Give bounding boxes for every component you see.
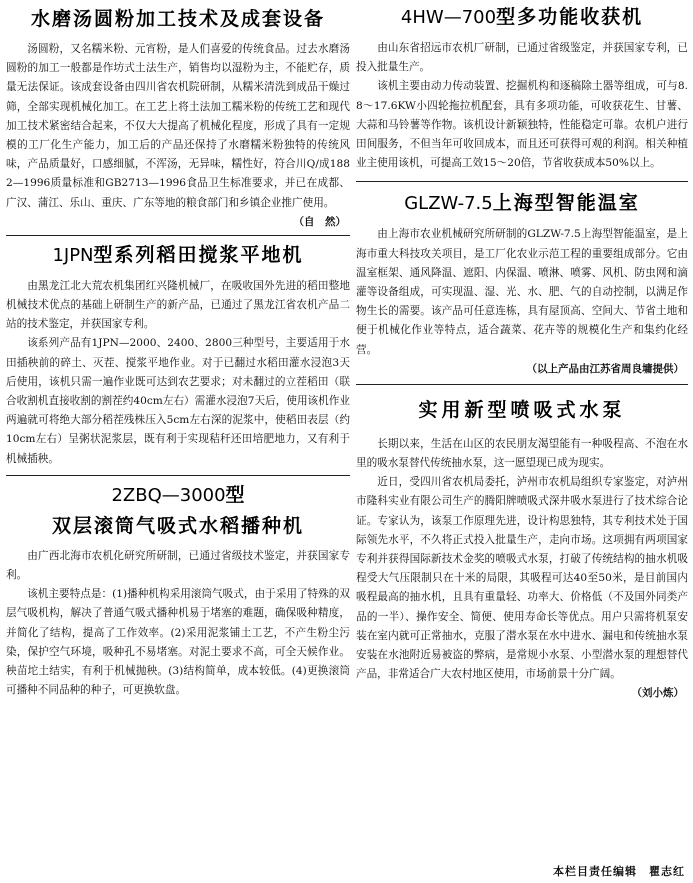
title-text: 型系列稻田搅浆平地机 (93, 243, 304, 266)
article-paragraph: 由广西北海市农机化研究所研制，已通过省级技术鉴定，并获国家专利。 (6, 549, 350, 582)
article-paragraph: 近日，受四川省农机局委托，泸州市农机局组织专家鉴定，对泸州市隆科实业有限公司生产的腾阳牌喷吸式深井吸水泵进行了技术综合论证。专家认为，该泵工作原理先进，设计构思独特，其专利技术处于国际领先水平，不久将正式投入批量生产，走向市场。这项拥有两项国家专利并获得国际新技术金奖的喷吸式水泵，打破了传统结构的抽水机吸程受大气压限制只在十米的局限，其吸程可达40至50米，是目前国内吸程最高的抽水机，且具有重量轻、功率大、价格低（不及国外同类产品的一半）、操作安全、简便、使用寿命长等优点。用户只需将机泵安装在室内就可正常抽水，克服了潜水泵在水中进水、漏电和传统抽水泵安装在水池附近易被盗的弊病，是常规小水泵、小型潜水泵的理想替代产品，非常适合广大农村地区使用，市场前景十分广阔。 (356, 476, 688, 681)
title-model: 2ZBQ—3000 (111, 484, 226, 506)
article-4hw-harvester (356, 4, 688, 173)
article-paragraph: 汤圆粉，又名糯米粉、元宵粉，是人们喜爱的传统食品。过去水磨汤圆粉的加工一般都是作坊式土法生产，销售均以湿粉为主，不能贮存，质量无法保证。该成套设备由四川省农机院研制，从糯米清洗到成品干燥过筛，全部实现机械化加工。在工艺上将土法加工糯米粉的传统工艺和现代加工技术紧密结合起来，不仅大大提高了机械化程度，形成了具有一定规模的工厂化生产能力，加工后的产品还保持了水磨糯米粉独特的传统风味，产品质量好，口感细腻，不浑汤，无异味，糯性好，符合川Q/成1882—1996质量标准和GB2713—1996食品卫生标准要求，并已在成都、广汉、蒲江、乐山、重庆、广东等地的粮食部门和乡镇企业推广使用。 (6, 43, 350, 209)
article-title-line1 (6, 482, 350, 509)
title-model: 1JPN (52, 244, 94, 266)
article-title-line2: 双层滚筒气吸式水稻播种机 (51, 514, 304, 537)
divider (356, 181, 688, 182)
article-paragraph: 由山东省招远市农机厂研制，已通过省级鉴定，并获国家专利，已投入批量生产。 (356, 42, 688, 74)
left-column (6, 4, 350, 700)
article-tangyuan-flour (6, 6, 350, 231)
right-column (356, 4, 688, 702)
title-text: 型多功能收获机 (496, 6, 644, 28)
article-2zbq-seeder (6, 482, 350, 701)
article-paragraph: 该系列产品有1JPN—2000、2400、2800三种型号，主要适用于水田插秧前的碎土、灭茬、搅浆平地作业。对于已翻过水稻田灌水浸泡3天后使用，该机只需一遍作业既可达到农艺要求；对未翻过的立茬稻田（联合收割机直接收割的割茬约40cm左右）需灌水浸泡7天后，使用该机作业两遍就可将绝大部分稻茬残株压入5cm左右深的泥浆中，使稻田表层（约10cm左右）呈粥状泥浆层，既有利于实现秸秆还田培肥地力，又有利于机械插秧。 (6, 337, 350, 465)
article-paragraph: 由黑龙江北大荒农机集团红兴隆机械厂，在吸收国外先进的稻田整地机械技术优点的基础上研制生产的新产品，已通过了黑龙江省农机产品二站的技术鉴定，并获国家专利。 (6, 279, 350, 331)
divider (356, 384, 688, 385)
title-model: 4HW—700 (400, 7, 497, 28)
article-paragraph: 该机主要由动力传动装置、挖掘机构和逐稿除土器等组成，可与8.8～17.6KW小四轮拖拉机配套，具有多项功能，可收获花生、甘薯、大蒜和马铃薯等作物。该机设计新颖独特，性能稳定可靠。农机户进行田间服务，不但当年可收回成本，而且还可获得可观的利润。相关种植业主使用该机，可提高工效15～20倍，节省收获成本50%以上。 (356, 80, 688, 170)
article-title (356, 4, 688, 31)
article-paragraph: 由上海市农业机械研究所研制的GLZW-7.5上海型智能温室，是上海市重大科技攻关项目，是工厂化农业示范工程的重要组成部分。它由温室框架、通风降温、遮阳、内保温、喷淋、喷雾、风机、防虫网和滴灌等设备组成，可实现温、湿、光、水、肥、气的自动控制，以满足作物生长的需要。该产品可任意连栋，具有屋顶高、空间大、节省土地和便于机械化作业等特点，适合蔬菜、花卉等的规模化生产和集约化经营。 (356, 228, 688, 356)
article-byline: （自 然） (293, 215, 346, 228)
divider (6, 475, 350, 476)
article-title (6, 242, 350, 269)
article-byline: （刘小炼） (631, 687, 684, 700)
article-title: 实用新型喷吸式水泵 (418, 398, 626, 421)
article-title (356, 190, 688, 217)
article-glzw-greenhouse (356, 190, 688, 377)
article-title: 水磨汤圆粉加工技术及成套设备 (30, 8, 325, 30)
article-paragraph: 该机主要特点是：(1)播种机构采用滚筒气吸式，由于采用了特殊的双层气吸机构，解决了普通气吸式播种机易于堵塞的难题，确保吸种精度，并简化了结构，提高了工作效率。(2)采用泥浆铺土工艺，不产生粉尘污染，保护空气环境，吸种孔不易堵塞。对泥土要求不高，可全天候作业。秧苗坨土结实，有利于机械抛秧。(3)结构简单，成本较低。(4)更换滚筒可播种不同品种的种子，可更换软盘。 (6, 588, 350, 697)
title-text: 上海型智能温室 (492, 192, 640, 215)
column-editor-credit: 本栏目责任编辑 瞿志红 (553, 865, 685, 878)
title-text: 型 (225, 483, 245, 506)
article-1jpn-leveler (6, 242, 350, 469)
article-paragraph: 长期以来，生活在山区的农民朋友渴望能有一种吸程高、不泡在水里的吸水泵替代传统抽水泵，这一愿望现已成为现实。 (356, 437, 688, 470)
divider (6, 235, 350, 236)
article-jet-pump (356, 397, 688, 703)
title-model: GLZW-7.5 (404, 193, 493, 215)
article-byline: （以上产品由江苏省周良墉提供） (526, 362, 684, 375)
